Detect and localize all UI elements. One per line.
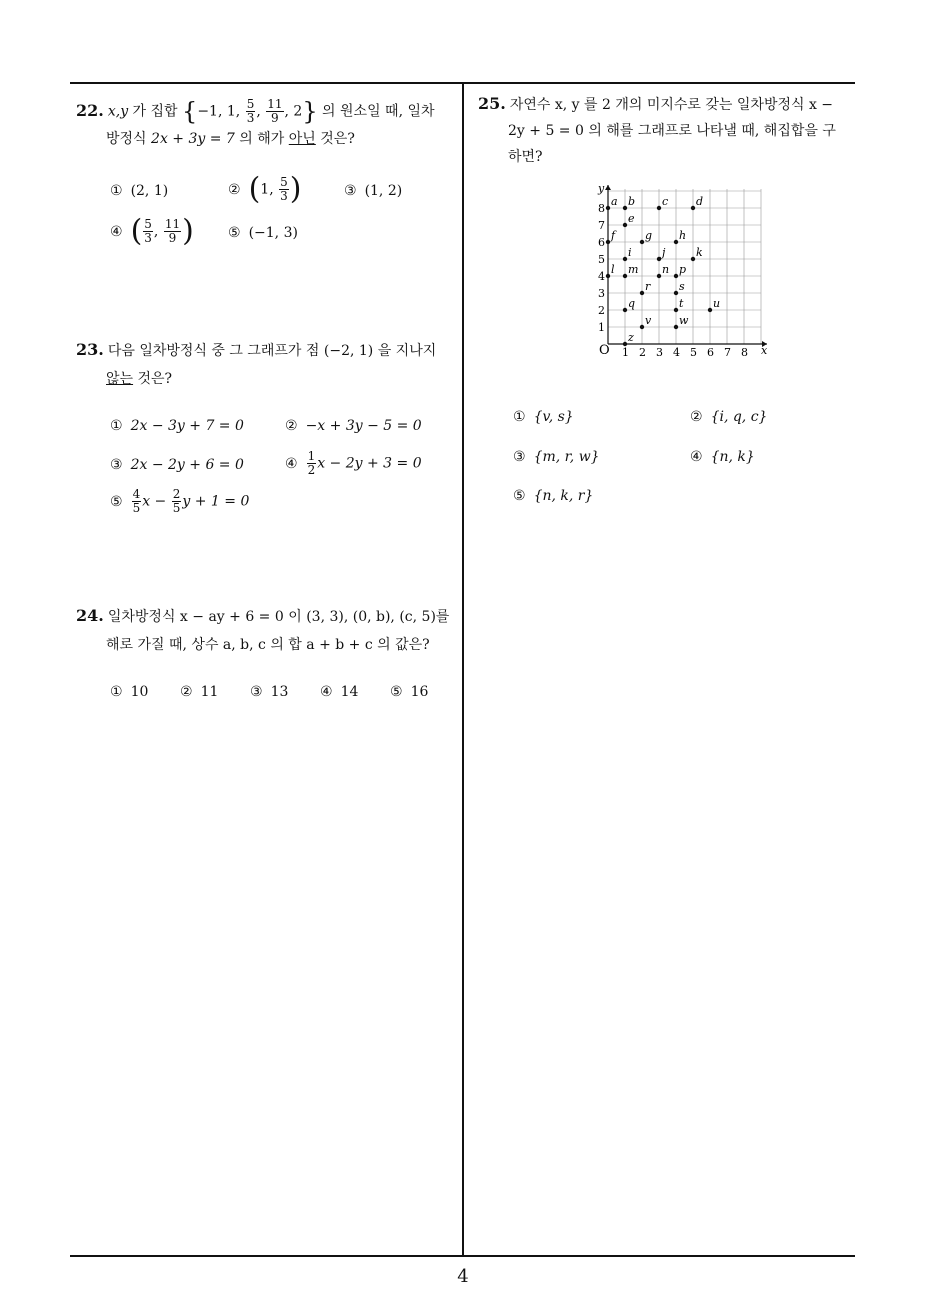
points [606,195,720,346]
question-22-line2: 방정식 2x + 3y = 7 의 해가 아닌 것은? [106,131,355,147]
point-label-j: j [662,246,666,259]
point-label-g: g [645,229,653,242]
point-w [674,325,678,329]
q22-option-5[interactable]: ⑤ (−1, 3) [228,225,298,241]
x-tick-label: 1 [622,346,629,358]
point-c [657,206,661,210]
y-axis-label: y [598,182,605,195]
fraction-11-9: $\frac{11}{9}$ [267,97,283,125]
y-tick-label: 8 [598,202,605,215]
x-tick-label: 2 [639,346,646,358]
brace-open: { [182,97,198,126]
origin-label: O [599,343,610,358]
point-r [640,291,644,295]
point-label-w: w [679,314,689,327]
q24-option-3[interactable]: ③ 13 [250,684,289,700]
y-tick-label: 2 [598,304,605,317]
y-tick-label: 3 [598,287,605,300]
x-tick-label: 6 [707,346,714,358]
question-text-line2: 2y + 5 = 0 의 해를 그래프로 나타낼 때, 해집합을 구 [508,123,836,139]
q24-option-1[interactable]: ① 10 [110,684,149,700]
brace-close: } [302,97,318,126]
point-z [623,342,627,346]
text: 가 집합 [128,103,183,120]
point-l [606,274,610,278]
point-label-r: r [645,280,651,293]
question-22-line1: 22. x,y 가 집합 {−1, 1, $\frac{5}{3}$ , $\frac{11}{9}$ , 2} 의 원소일 때, 일차 [76,97,435,126]
point-label-p: p [679,263,687,276]
q24-option-5[interactable]: ⑤ 16 [390,684,429,700]
point-d [691,206,695,210]
q25-option-5[interactable]: ⑤ {n, k, r} [513,488,594,504]
question-number: 22. [76,100,104,120]
x-axis-label: x [761,344,768,357]
point-e [623,223,627,227]
q22-option-1[interactable]: ① (2, 1) [110,183,169,199]
point-q [623,308,627,312]
point-v [640,325,644,329]
point-p [674,274,678,278]
point-m [623,274,627,278]
text: 의 원소일 때, 일차 [317,103,435,120]
question-text-line2: 해로 가질 때, 상수 a, b, c 의 합 a + b + c 의 값은? [106,637,430,653]
point-label-l: l [611,263,615,276]
q22-option-2[interactable]: ② (1, $\frac{5}{3}$ ) [228,171,302,207]
point-label-a: a [611,195,618,208]
point-label-q: q [628,297,636,310]
point-label-c: c [662,195,669,208]
question-25 [478,92,862,169]
q25-option-1[interactable]: ① {v, s} [513,409,574,425]
underlined-word: 아닌 [288,131,316,147]
x-tick-label: 5 [690,346,697,358]
point-i [623,257,627,261]
q25-option-4[interactable]: ④ {n, k} [690,449,755,465]
y-tick-label: 6 [598,236,605,249]
point-label-t: t [679,297,684,310]
question-24 [76,604,460,657]
fraction-5-3: $\frac{5}{3}$ [246,97,255,125]
equation: 2x + 3y = 7 [151,131,235,147]
q23-option-1[interactable]: ① 2x − 3y + 7 = 0 [110,418,244,434]
variables: x,y [107,103,129,120]
point-s [674,291,678,295]
q24-option-2[interactable]: ② 11 [180,684,219,700]
tick-labels [598,202,748,358]
point-label-e: e [628,212,635,225]
y-tick-label: 7 [598,219,605,232]
set-end: , 2 [284,103,303,120]
q22-option-4[interactable]: ④ ( $\frac{5}{3}$ , $\frac{11}{9}$ ) [110,213,194,249]
x-tick-label: 7 [724,346,731,358]
q25-option-2[interactable]: ② {i, q, c} [690,409,768,425]
question-number: 24. [76,606,104,625]
question-text: 자연수 x, y 를 2 개의 미지수로 갖는 일차방정식 x − [509,97,834,113]
question-text: 다음 일차방정식 중 그 그래프가 점 (−2, 1) 을 지나지 [107,343,437,359]
point-label-i: i [628,246,632,259]
column-divider [462,82,464,1257]
y-tick-label: 5 [598,253,605,266]
point-label-f: f [611,229,616,242]
point-label-b: b [628,195,636,208]
y-tick-label: 1 [598,321,605,334]
question-22 [76,98,456,151]
q24-option-4[interactable]: ④ 14 [320,684,359,700]
point-a [606,206,610,210]
point-label-s: s [679,280,685,293]
point-k [691,257,695,261]
page-number: 4 [457,1266,469,1287]
q25-option-3[interactable]: ③ {m, r, w} [513,449,600,465]
set-items: −1, 1, [197,103,241,120]
point-j [657,257,661,261]
point-n [657,274,661,278]
point-u [708,308,712,312]
q23-option-2[interactable]: ② −x + 3y − 5 = 0 [285,418,422,434]
coordinate-graph [590,178,770,358]
point-f [606,240,610,244]
bottom-rule [70,1255,855,1257]
x-tick-label: 3 [656,346,663,358]
point-t [674,308,678,312]
question-text-line3: 하면? [508,149,543,165]
point-b [623,206,627,210]
point-label-d: d [696,195,704,208]
y-axis-arrow [605,185,611,190]
question-number: 25. [478,94,506,113]
q23-option-3[interactable]: ③ 2x − 2y + 6 = 0 [110,457,244,473]
point-label-z: z [628,331,634,344]
q22-option-3[interactable]: ③ (1, 2) [344,183,403,199]
y-tick-label: 4 [598,270,605,283]
point-label-m: m [628,263,639,276]
question-text: 일차방정식 x − ay + 6 = 0 이 (3, 3), (0, b), (c, 5)를 [107,609,450,625]
point-label-u: u [713,297,721,310]
point-label-v: v [645,314,652,327]
point-label-n: n [662,263,670,276]
underlined-word: 않는 [106,371,134,387]
question-number: 23. [76,340,104,359]
x-tick-label: 8 [741,346,748,358]
question-23: 23. 다음 일차방정식 중 그 그래프가 점 (−2, 1) 을 지나지 않는 것은? [76,340,437,387]
q23-option-4[interactable]: ④ $\frac{1}{2}$ x − 2y + 3 = 0 [285,449,422,477]
q23-option-5[interactable]: ⑤ $\frac{4}{5}$ x − $\frac{2}{5}$ y + 1 = 0 [110,487,250,515]
x-tick-label: 4 [673,346,680,358]
point-label-h: h [679,229,687,242]
point-label-k: k [696,246,703,259]
point-h [674,240,678,244]
point-g [640,240,644,244]
